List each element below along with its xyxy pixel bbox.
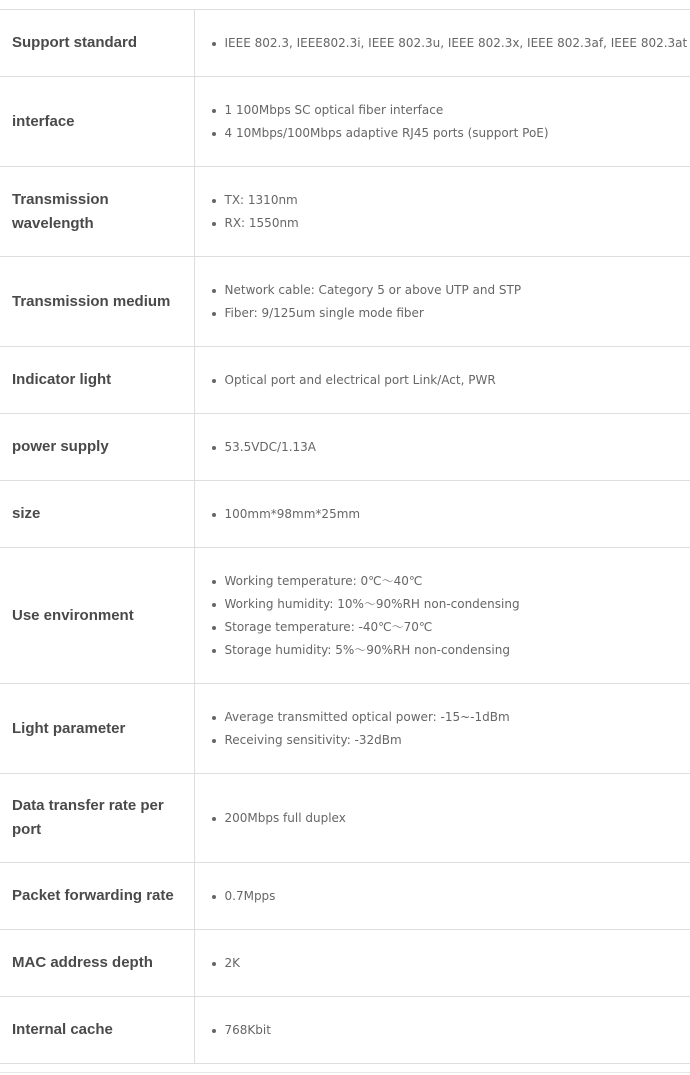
spec-label: size	[0, 481, 194, 548]
spec-value-cell	[194, 414, 690, 481]
spec-label: Packet forwarding rate	[0, 863, 194, 930]
spec-label: Use environment	[0, 548, 194, 684]
spec-value-list	[211, 1019, 690, 1042]
spec-value-item: Storage humidity: 5%～90%RH non-condensing	[225, 639, 690, 662]
spec-value-cell	[194, 930, 690, 997]
spec-value-item: 768Kbit	[225, 1019, 690, 1042]
spec-table	[0, 9, 690, 1064]
spec-value-cell	[194, 10, 690, 77]
spec-value-list	[211, 436, 690, 459]
spec-row	[0, 414, 690, 481]
spec-value-item: Working humidity: 10%～90%RH non-condensing	[225, 593, 690, 616]
spec-value-list	[211, 32, 690, 55]
spec-label: Light parameter	[0, 684, 194, 774]
spec-table-body	[0, 10, 690, 1064]
spec-value-list	[211, 279, 690, 325]
spec-label: Internal cache	[0, 997, 194, 1064]
spec-value-cell	[194, 481, 690, 548]
spec-value-list	[211, 706, 690, 752]
spec-row	[0, 10, 690, 77]
spec-value-item: Receiving sensitivity: -32dBm	[225, 729, 690, 752]
spec-row	[0, 774, 690, 863]
bottom-divider	[0, 1072, 690, 1073]
spec-value-item: Optical port and electrical port Link/Act, PWR	[225, 369, 690, 392]
spec-value-item: 53.5VDC/1.13A	[225, 436, 690, 459]
spec-label: interface	[0, 77, 194, 167]
spec-value-item: 0.7Mpps	[225, 885, 690, 908]
spec-value-cell	[194, 347, 690, 414]
spec-label: Indicator light	[0, 347, 194, 414]
spec-row	[0, 930, 690, 997]
spec-value-cell	[194, 997, 690, 1064]
spec-value-cell	[194, 167, 690, 257]
spec-value-cell	[194, 684, 690, 774]
spec-value-item: 1 100Mbps SC optical fiber interface	[225, 99, 690, 122]
spec-value-cell	[194, 863, 690, 930]
spec-value-cell	[194, 548, 690, 684]
spec-value-list	[211, 807, 690, 830]
spec-value-item: Fiber: 9/125um single mode fiber	[225, 302, 690, 325]
spec-row	[0, 481, 690, 548]
spec-value-item: Network cable: Category 5 or above UTP and STP	[225, 279, 690, 302]
spec-value-cell	[194, 77, 690, 167]
spec-row	[0, 167, 690, 257]
spec-value-list	[211, 99, 690, 145]
spec-label: Support standard	[0, 10, 194, 77]
spec-row	[0, 684, 690, 774]
spec-label: Transmission medium	[0, 257, 194, 347]
spec-value-item: IEEE 802.3, IEEE802.3i, IEEE 802.3u, IEEE 802.3x, IEEE 802.3af, IEEE 802.3at	[225, 32, 690, 55]
spec-value-item: TX: 1310nm	[225, 189, 690, 212]
spec-value-cell	[194, 257, 690, 347]
spec-value-item: 100mm*98mm*25mm	[225, 503, 690, 526]
spec-label: Transmission wavelength	[0, 167, 194, 257]
spec-value-cell	[194, 774, 690, 863]
spec-value-list	[211, 952, 690, 975]
spec-label: MAC address depth	[0, 930, 194, 997]
spec-value-item: Working temperature: 0℃～40℃	[225, 570, 690, 593]
spec-row	[0, 257, 690, 347]
spec-value-list	[211, 570, 690, 662]
spec-label: Data transfer rate per port	[0, 774, 194, 863]
spec-row	[0, 863, 690, 930]
spec-value-item: 200Mbps full duplex	[225, 807, 690, 830]
spec-row	[0, 548, 690, 684]
spec-value-list	[211, 885, 690, 908]
spec-row	[0, 77, 690, 167]
spec-row	[0, 347, 690, 414]
spec-row	[0, 997, 690, 1064]
spec-value-item: RX: 1550nm	[225, 212, 690, 235]
spec-value-list	[211, 369, 690, 392]
spec-value-item: 2K	[225, 952, 690, 975]
spec-value-item: Storage temperature: -40℃～70℃	[225, 616, 690, 639]
spec-value-item: 4 10Mbps/100Mbps adaptive RJ45 ports (support PoE)	[225, 122, 690, 145]
spec-value-list	[211, 503, 690, 526]
spec-value-list	[211, 189, 690, 235]
spec-label: power supply	[0, 414, 194, 481]
spec-value-item: Average transmitted optical power: -15~-1dBm	[225, 706, 690, 729]
